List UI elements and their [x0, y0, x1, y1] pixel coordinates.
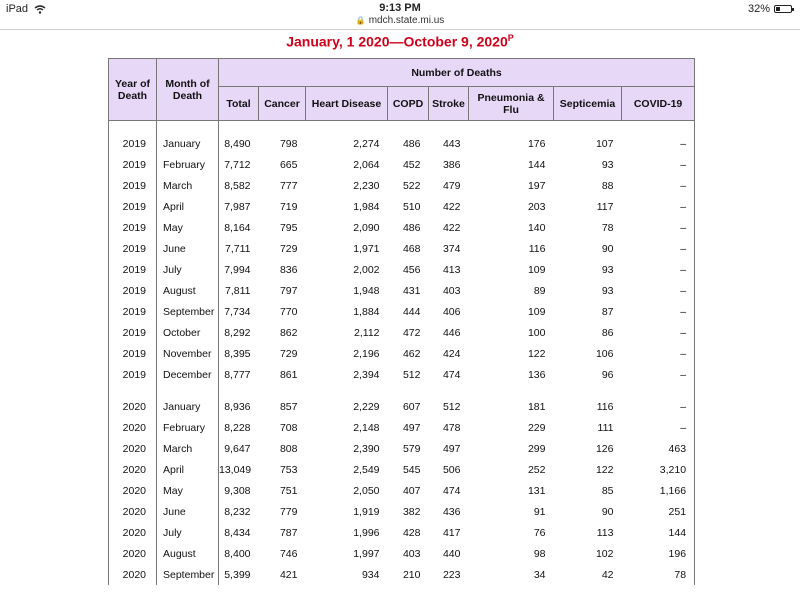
- table-row: [109, 522, 695, 543]
- value-cell: 76: [533, 526, 546, 539]
- value-cell: 91: [533, 505, 546, 518]
- value-cell: 2,196: [353, 347, 380, 360]
- table-row: [109, 238, 695, 259]
- spacer-cell: [259, 385, 306, 396]
- value-cell: 42: [601, 568, 614, 581]
- table-row: [109, 280, 695, 301]
- table-row: [109, 322, 695, 343]
- value-cell: 421: [279, 568, 298, 581]
- value-cell: –: [622, 175, 695, 196]
- table-row: [109, 501, 695, 522]
- value-cell: 422: [442, 200, 461, 213]
- value-cell: 431: [402, 284, 421, 297]
- value-cell: –: [622, 217, 695, 238]
- value-cell: 510: [402, 200, 421, 213]
- value-cell: 176: [527, 137, 546, 150]
- value-cell: 140: [527, 221, 546, 234]
- value-cell: 478: [442, 421, 461, 434]
- value-cell: –: [622, 322, 695, 343]
- value-cell: 126: [595, 442, 614, 455]
- value-cell: 934: [361, 568, 380, 581]
- value-cell: 422: [442, 221, 461, 234]
- value-cell: 2,002: [353, 263, 380, 276]
- value-cell: 452: [402, 158, 421, 171]
- value-cell: 2,230: [353, 179, 380, 192]
- month-cell: January: [157, 133, 219, 154]
- value-cell: 798: [279, 137, 298, 150]
- value-cell: 779: [279, 505, 298, 518]
- year-cell: 2020: [109, 396, 157, 417]
- table-row: [109, 543, 695, 564]
- value-cell: 117: [596, 200, 614, 213]
- value-cell: 8,582: [219, 175, 259, 196]
- value-cell: 88: [601, 179, 614, 192]
- url-text: mdch.state.mi.us: [368, 15, 445, 26]
- value-cell: 2,274: [353, 137, 380, 150]
- column-header: Heart Disease: [306, 87, 388, 121]
- value-cell: 229: [527, 421, 546, 434]
- year-cell: 2019: [109, 343, 157, 364]
- spacer-cell: [388, 121, 429, 134]
- value-cell: 374: [442, 242, 461, 255]
- value-cell: –: [622, 196, 695, 217]
- page-subtitle: [0, 33, 800, 50]
- value-cell: 446: [442, 326, 461, 339]
- value-cell: 96: [601, 368, 614, 381]
- value-cell: 1,948: [353, 284, 380, 297]
- value-cell: 251: [622, 501, 695, 522]
- subtitle-superscript: P: [507, 33, 514, 43]
- column-header: COVID-19: [622, 87, 695, 121]
- spacer-cell: [306, 121, 388, 134]
- value-cell: 8,232: [219, 501, 259, 522]
- device-name: iPad: [6, 3, 29, 15]
- value-cell: 497: [442, 442, 461, 455]
- value-cell: 13,049: [219, 459, 259, 480]
- value-cell: 545: [402, 463, 421, 476]
- value-cell: 787: [279, 526, 298, 539]
- value-cell: 109: [527, 305, 546, 318]
- year-cell: 2020: [109, 438, 157, 459]
- lock-icon: 🔒: [355, 16, 366, 25]
- year-cell: 2020: [109, 417, 157, 438]
- value-cell: 7,711: [219, 238, 259, 259]
- year-cell: 2019: [109, 280, 157, 301]
- value-cell: 468: [402, 242, 421, 255]
- value-cell: 719: [279, 200, 298, 213]
- value-cell: 665: [279, 158, 298, 171]
- column-header: Cancer: [259, 87, 306, 121]
- value-cell: 116: [528, 242, 546, 255]
- value-cell: 5,399: [219, 564, 259, 585]
- value-cell: 8,434: [219, 522, 259, 543]
- value-cell: 7,811: [219, 280, 259, 301]
- value-cell: 857: [279, 400, 298, 413]
- value-cell: 7,994: [219, 259, 259, 280]
- value-cell: 440: [442, 547, 461, 560]
- value-cell: 770: [279, 305, 298, 318]
- battery-fill: [776, 7, 780, 11]
- month-cell: January: [157, 396, 219, 417]
- value-cell: 795: [279, 221, 298, 234]
- value-cell: –: [622, 154, 695, 175]
- value-cell: 486: [402, 137, 421, 150]
- month-cell: August: [157, 543, 219, 564]
- group-header: Number of Deaths: [219, 59, 695, 87]
- battery-percent: 32%: [747, 3, 770, 15]
- value-cell: 252: [527, 463, 546, 476]
- table-row: [109, 259, 695, 280]
- table-row: [109, 301, 695, 322]
- month-cell: August: [157, 280, 219, 301]
- value-cell: 479: [442, 179, 461, 192]
- spacer-cell: [429, 121, 469, 134]
- spacer-cell: [259, 121, 306, 134]
- value-cell: –: [622, 238, 695, 259]
- value-cell: 7,987: [219, 196, 259, 217]
- value-cell: 122: [527, 347, 546, 360]
- table-row: [109, 196, 695, 217]
- value-cell: 463: [622, 438, 695, 459]
- subtitle-text: January, 1 2020—October 9, 2020: [286, 33, 508, 50]
- value-cell: 2,549: [353, 463, 380, 476]
- table-row: [109, 364, 695, 385]
- value-cell: 777: [279, 179, 298, 192]
- value-cell: 386: [442, 158, 461, 171]
- year-header: Year of Death: [109, 59, 157, 121]
- value-cell: 8,292: [219, 322, 259, 343]
- value-cell: 2,112: [354, 326, 380, 339]
- year-cell: 2019: [109, 196, 157, 217]
- value-cell: 9,647: [219, 438, 259, 459]
- value-cell: 751: [279, 484, 298, 497]
- month-cell: July: [157, 259, 219, 280]
- value-cell: 102: [595, 547, 614, 560]
- value-cell: 93: [601, 158, 614, 171]
- spacer-cell: [157, 385, 219, 396]
- spacer-cell: [622, 385, 695, 396]
- value-cell: 203: [527, 200, 546, 213]
- value-cell: 474: [442, 484, 461, 497]
- value-cell: 406: [442, 305, 461, 318]
- spacer-cell: [306, 385, 388, 396]
- battery-icon: [774, 5, 792, 13]
- value-cell: 7,734: [219, 301, 259, 322]
- value-cell: –: [622, 301, 695, 322]
- value-cell: 497: [402, 421, 421, 434]
- value-cell: 122: [595, 463, 614, 476]
- value-cell: 472: [402, 326, 421, 339]
- column-header: Stroke: [429, 87, 469, 121]
- value-cell: 862: [279, 326, 298, 339]
- value-cell: 131: [527, 484, 546, 497]
- toolbar-divider: [0, 29, 800, 30]
- value-cell: 512: [442, 400, 461, 413]
- value-cell: 2,229: [353, 400, 380, 413]
- month-cell: June: [157, 501, 219, 522]
- value-cell: 86: [601, 326, 614, 339]
- month-cell: September: [157, 564, 219, 585]
- value-cell: 443: [442, 137, 461, 150]
- value-cell: 90: [601, 505, 614, 518]
- table-row: [109, 438, 695, 459]
- table-row: [109, 564, 695, 585]
- spacer-row: [109, 385, 695, 396]
- value-cell: 8,164: [219, 217, 259, 238]
- value-cell: 413: [442, 263, 461, 276]
- value-cell: 197: [527, 179, 546, 192]
- address-bar[interactable]: [0, 15, 800, 26]
- year-cell: 2019: [109, 175, 157, 196]
- spacer-cell: [469, 121, 554, 134]
- value-cell: –: [622, 417, 695, 438]
- month-cell: February: [157, 154, 219, 175]
- value-cell: 98: [533, 547, 546, 560]
- value-cell: 403: [442, 284, 461, 297]
- year-cell: 2019: [109, 154, 157, 175]
- month-cell: April: [157, 459, 219, 480]
- value-cell: 90: [601, 242, 614, 255]
- year-cell: 2019: [109, 301, 157, 322]
- value-cell: 1,884: [353, 305, 380, 318]
- year-cell: 2020: [109, 543, 157, 564]
- value-cell: 144: [622, 522, 695, 543]
- value-cell: 93: [601, 284, 614, 297]
- table-row: [109, 154, 695, 175]
- deaths-table-container: [108, 58, 694, 585]
- value-cell: 78: [601, 221, 614, 234]
- value-cell: 9,308: [219, 480, 259, 501]
- value-cell: 407: [402, 484, 421, 497]
- value-cell: 417: [442, 526, 461, 539]
- year-cell: 2019: [109, 217, 157, 238]
- year-cell: 2020: [109, 564, 157, 585]
- spacer-cell: [219, 121, 259, 134]
- year-cell: 2020: [109, 522, 157, 543]
- status-time: 9:13 PM: [379, 2, 421, 14]
- value-cell: 299: [527, 442, 546, 455]
- value-cell: 144: [527, 158, 546, 171]
- value-cell: 106: [595, 347, 614, 360]
- value-cell: 34: [533, 568, 546, 581]
- value-cell: 93: [601, 263, 614, 276]
- value-cell: 424: [442, 347, 461, 360]
- month-cell: December: [157, 364, 219, 385]
- value-cell: 2,390: [353, 442, 380, 455]
- value-cell: 2,050: [353, 484, 380, 497]
- value-cell: 746: [279, 547, 298, 560]
- value-cell: 456: [402, 263, 421, 276]
- value-cell: –: [622, 280, 695, 301]
- column-header: Total: [219, 87, 259, 121]
- year-cell: 2019: [109, 364, 157, 385]
- value-cell: 8,400: [219, 543, 259, 564]
- value-cell: 8,490: [219, 133, 259, 154]
- value-cell: 1,984: [353, 200, 380, 213]
- value-cell: 113: [596, 526, 614, 539]
- value-cell: 474: [442, 368, 461, 381]
- value-cell: 462: [402, 347, 421, 360]
- value-cell: 403: [402, 547, 421, 560]
- table-row: [109, 217, 695, 238]
- deaths-table: [108, 58, 695, 585]
- value-cell: –: [622, 133, 695, 154]
- value-cell: 85: [601, 484, 614, 497]
- month-cell: May: [157, 480, 219, 501]
- spacer-cell: [554, 385, 622, 396]
- table-row: [109, 343, 695, 364]
- value-cell: 2,394: [353, 368, 380, 381]
- month-cell: April: [157, 196, 219, 217]
- value-cell: 861: [279, 368, 298, 381]
- value-cell: 223: [442, 568, 461, 581]
- value-cell: 196: [622, 543, 695, 564]
- table-row: [109, 133, 695, 154]
- value-cell: 836: [279, 263, 298, 276]
- value-cell: 444: [402, 305, 421, 318]
- month-cell: June: [157, 238, 219, 259]
- value-cell: 87: [601, 305, 614, 318]
- value-cell: 100: [527, 326, 546, 339]
- value-cell: 2,064: [353, 158, 380, 171]
- value-cell: 1,971: [353, 242, 380, 255]
- value-cell: –: [622, 259, 695, 280]
- value-cell: 1,166: [622, 480, 695, 501]
- value-cell: –: [622, 364, 695, 385]
- value-cell: 7,712: [219, 154, 259, 175]
- table-row: [109, 396, 695, 417]
- spacer-cell: [157, 121, 219, 134]
- spacer-cell: [109, 385, 157, 396]
- value-cell: 729: [279, 347, 298, 360]
- spacer-cell: [388, 385, 429, 396]
- value-cell: –: [622, 343, 695, 364]
- value-cell: 210: [402, 568, 421, 581]
- value-cell: 522: [402, 179, 421, 192]
- value-cell: 797: [279, 284, 298, 297]
- value-cell: 512: [402, 368, 421, 381]
- spacer-row: [109, 121, 695, 134]
- value-cell: 2,090: [353, 221, 380, 234]
- value-cell: 78: [622, 564, 695, 585]
- year-cell: 2020: [109, 459, 157, 480]
- status-right: [748, 3, 792, 15]
- value-cell: 111: [597, 421, 614, 434]
- value-cell: 1,996: [353, 526, 380, 539]
- value-cell: 89: [533, 284, 546, 297]
- value-cell: 607: [402, 400, 421, 413]
- value-cell: –: [622, 396, 695, 417]
- month-cell: July: [157, 522, 219, 543]
- table-row: [109, 480, 695, 501]
- year-cell: 2019: [109, 238, 157, 259]
- column-header: COPD: [388, 87, 429, 121]
- year-cell: 2019: [109, 322, 157, 343]
- value-cell: 1,997: [353, 547, 380, 560]
- value-cell: 136: [527, 368, 546, 381]
- value-cell: 753: [279, 463, 298, 476]
- year-cell: 2020: [109, 480, 157, 501]
- value-cell: 8,777: [219, 364, 259, 385]
- value-cell: 729: [279, 242, 298, 255]
- month-cell: February: [157, 417, 219, 438]
- value-cell: 8,228: [219, 417, 259, 438]
- value-cell: 708: [279, 421, 298, 434]
- spacer-cell: [554, 121, 622, 134]
- value-cell: 181: [527, 400, 546, 413]
- column-header: Pneumonia & Flu: [469, 87, 554, 121]
- value-cell: 107: [595, 137, 614, 150]
- table-row: [109, 459, 695, 480]
- value-cell: 1,919: [353, 505, 380, 518]
- spacer-cell: [429, 385, 469, 396]
- value-cell: 109: [527, 263, 546, 276]
- month-cell: September: [157, 301, 219, 322]
- value-cell: 382: [402, 505, 421, 518]
- value-cell: 506: [442, 463, 461, 476]
- spacer-cell: [469, 385, 554, 396]
- table-row: [109, 417, 695, 438]
- month-cell: October: [157, 322, 219, 343]
- column-header: Septicemia: [554, 87, 622, 121]
- spacer-cell: [219, 385, 259, 396]
- month-cell: May: [157, 217, 219, 238]
- month-cell: March: [157, 175, 219, 196]
- table-row: [109, 175, 695, 196]
- month-cell: March: [157, 438, 219, 459]
- year-cell: 2019: [109, 259, 157, 280]
- year-cell: 2020: [109, 501, 157, 522]
- month-header: Month of Death: [157, 59, 219, 121]
- spacer-cell: [622, 121, 695, 134]
- value-cell: 436: [442, 505, 461, 518]
- value-cell: 486: [402, 221, 421, 234]
- value-cell: 3,210: [622, 459, 695, 480]
- value-cell: 8,395: [219, 343, 259, 364]
- value-cell: 8,936: [219, 396, 259, 417]
- value-cell: 428: [402, 526, 421, 539]
- spacer-cell: [109, 121, 157, 134]
- month-cell: November: [157, 343, 219, 364]
- year-cell: 2019: [109, 133, 157, 154]
- value-cell: 808: [279, 442, 298, 455]
- value-cell: 116: [596, 400, 614, 413]
- value-cell: 579: [402, 442, 421, 455]
- value-cell: 2,148: [353, 421, 380, 434]
- table-body: [109, 121, 695, 586]
